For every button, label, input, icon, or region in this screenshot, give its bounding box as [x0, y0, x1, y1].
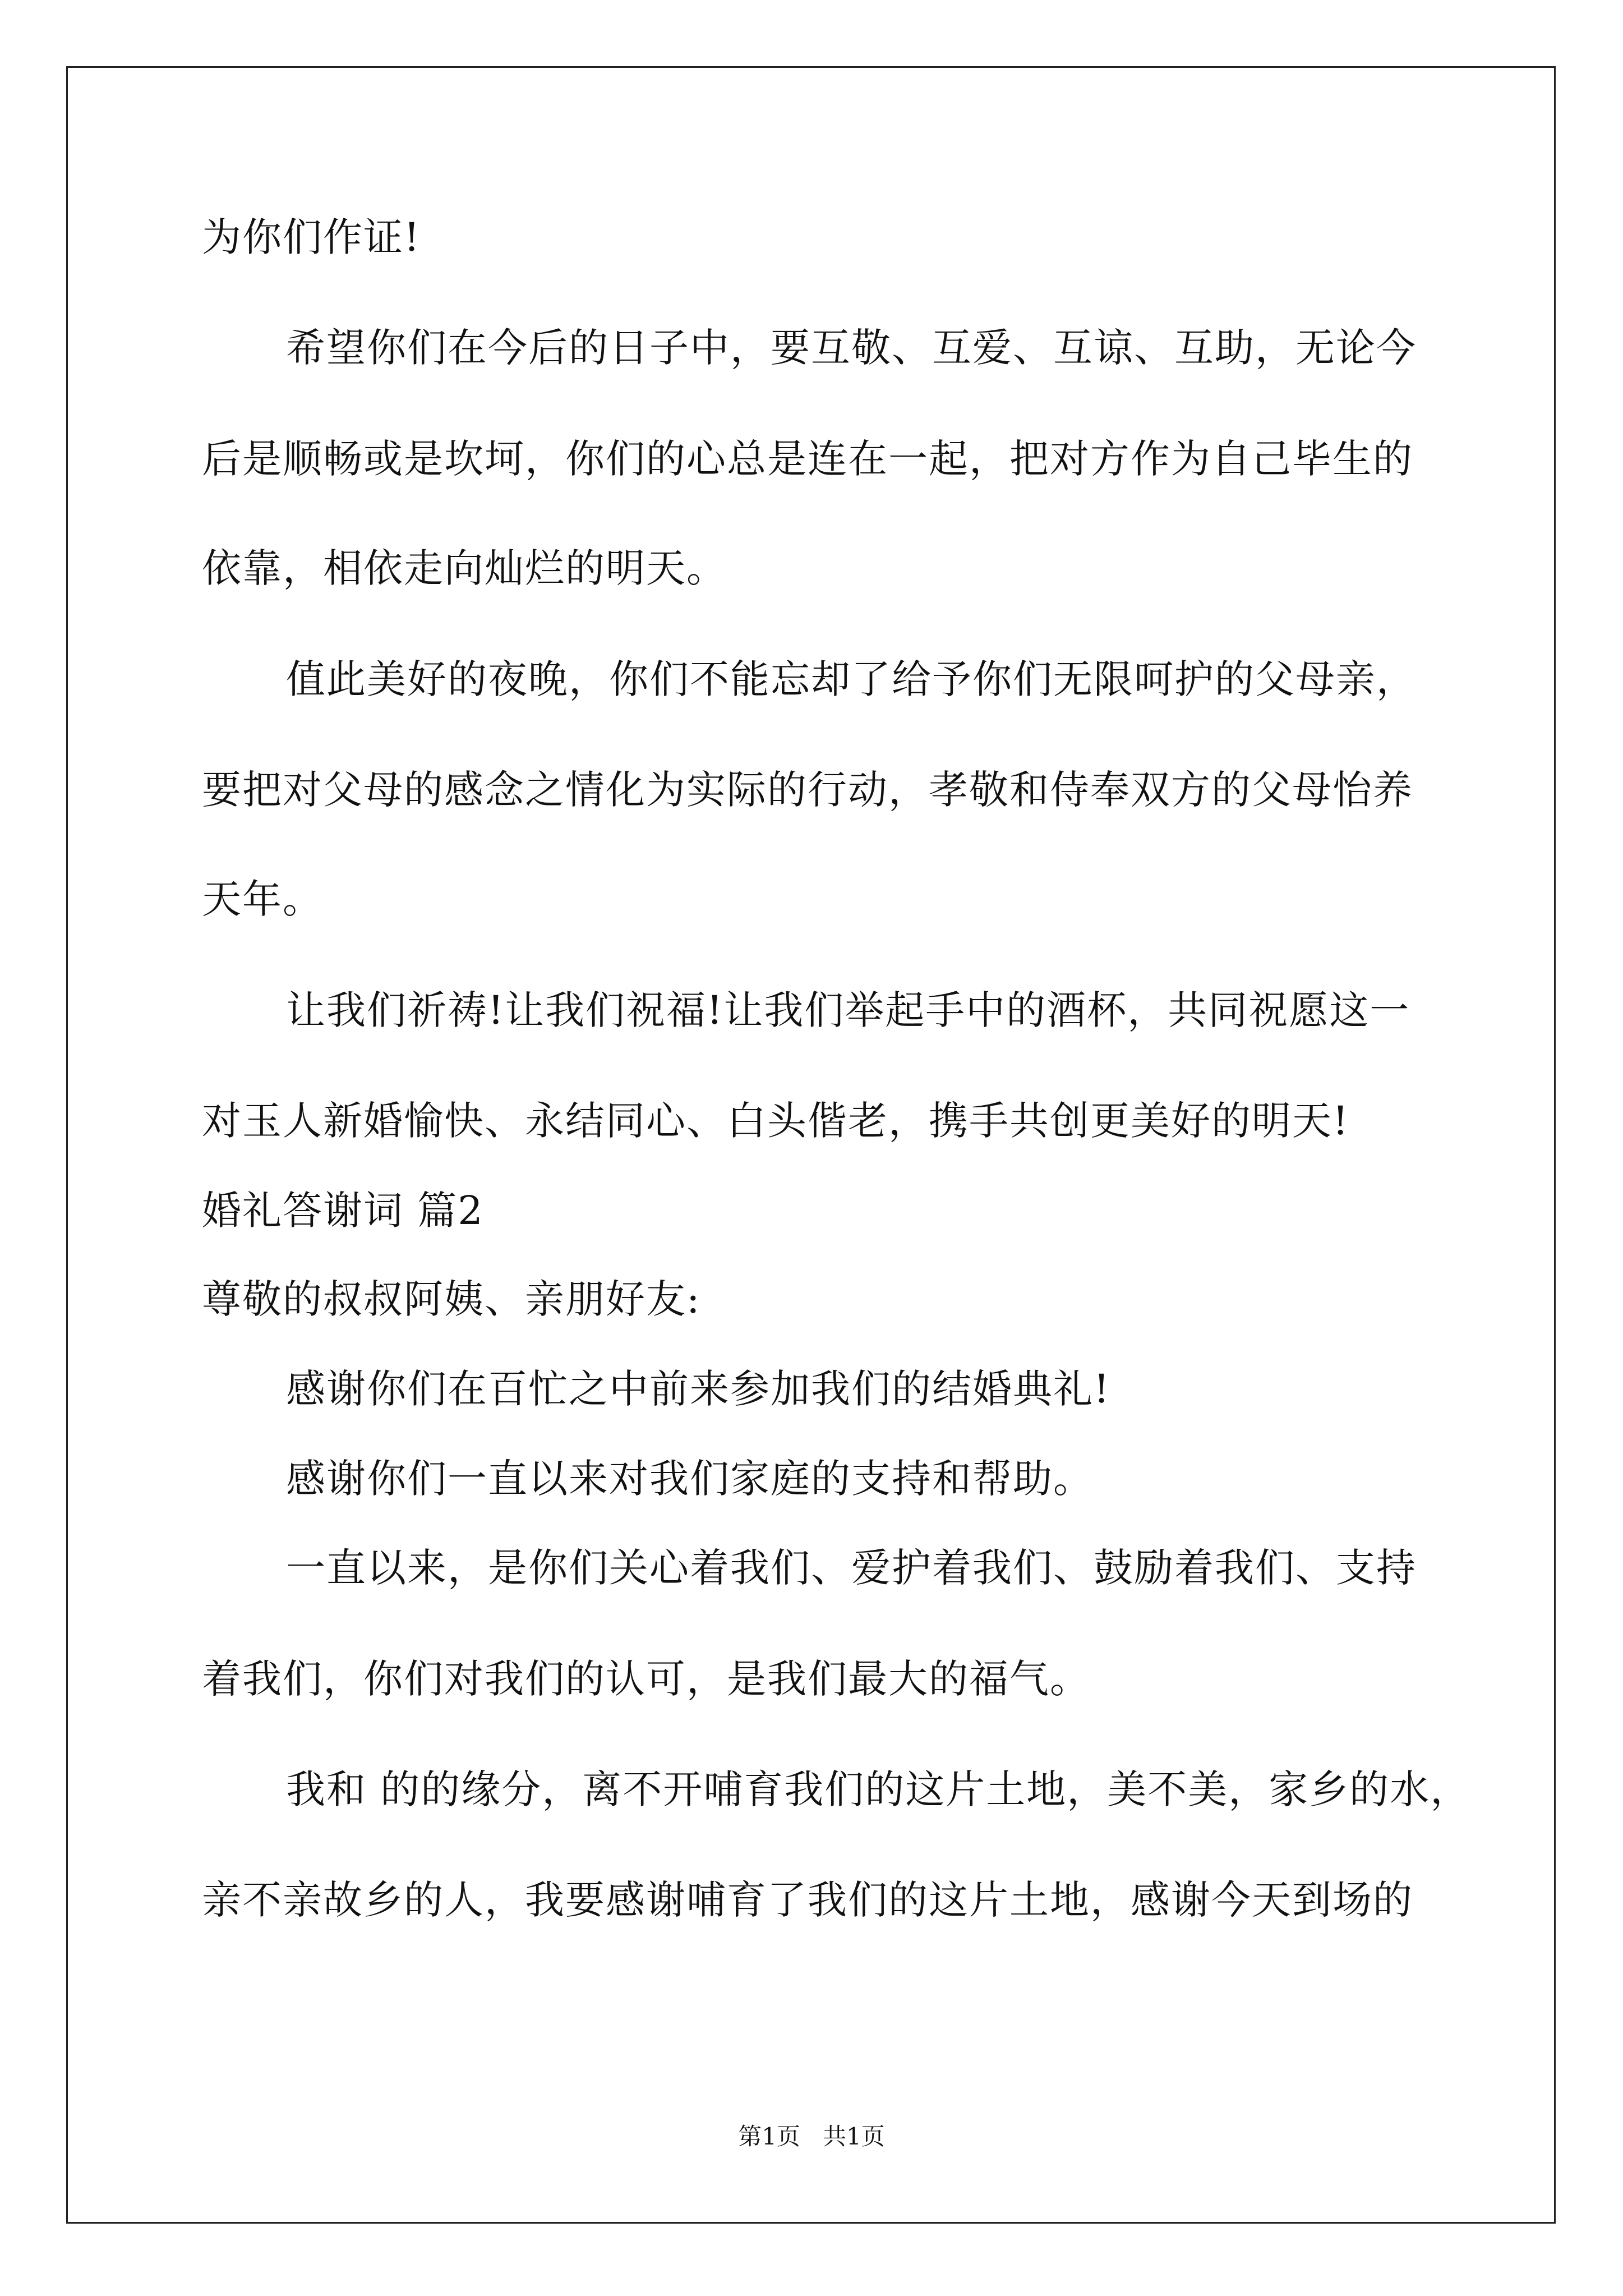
- text-line: 着我们，你们对我们的认可，是我们最大的福气。: [202, 1656, 1090, 1702]
- text-line: 依靠，相依走向灿烂的明天。: [202, 545, 727, 591]
- section-heading: 婚礼答谢词 篇2: [202, 1188, 484, 1234]
- paragraph-start-line: 感谢你们一直以来对我们家庭的支持和帮助。: [286, 1456, 1094, 1502]
- paragraph-start-line: 一直以来，是你们关心着我们、爱护着我们、鼓励着我们、支持: [286, 1545, 1417, 1591]
- page-footer: 第1页 共1页: [738, 2123, 885, 2150]
- paragraph-start-line: 感谢你们在百忙之中前来参加我们的结婚典礼!: [286, 1366, 1111, 1412]
- salutation-line: 尊敬的叔叔阿姨、亲朋好友:: [202, 1276, 701, 1322]
- paragraph-start-line: 让我们祈祷!让我们祝福!让我们举起手中的酒杯，共同祝愿这一: [286, 987, 1410, 1033]
- paragraph-start-line: 值此美好的夜晚，你们不能忘却了给予你们无限呵护的父母亲，: [286, 656, 1417, 702]
- paragraph-start-line: 希望你们在今后的日子中，要互敬、互爱、互谅、互助，无论今: [286, 325, 1417, 371]
- text-line: 亲不亲故乡的人，我要感谢哺育了我们的这片土地，感谢今天到场的: [202, 1877, 1413, 1923]
- text-line: 要把对父母的感念之情化为实际的行动，孝敬和侍奉双方的父母怡养: [202, 767, 1413, 813]
- text-line: 天年。: [202, 876, 323, 922]
- text-line: 为你们作证!: [202, 214, 421, 260]
- text-line: 后是顺畅或是坎坷，你们的心总是连在一起，把对方作为自己毕生的: [202, 436, 1413, 482]
- paragraph-start-line: 我和 的的缘分，离不开哺育我们的这片土地，美不美，家乡的水，: [286, 1766, 1471, 1812]
- text-line: 对玉人新婚愉快、永结同心、白头偕老，携手共创更美好的明天!: [202, 1098, 1350, 1144]
